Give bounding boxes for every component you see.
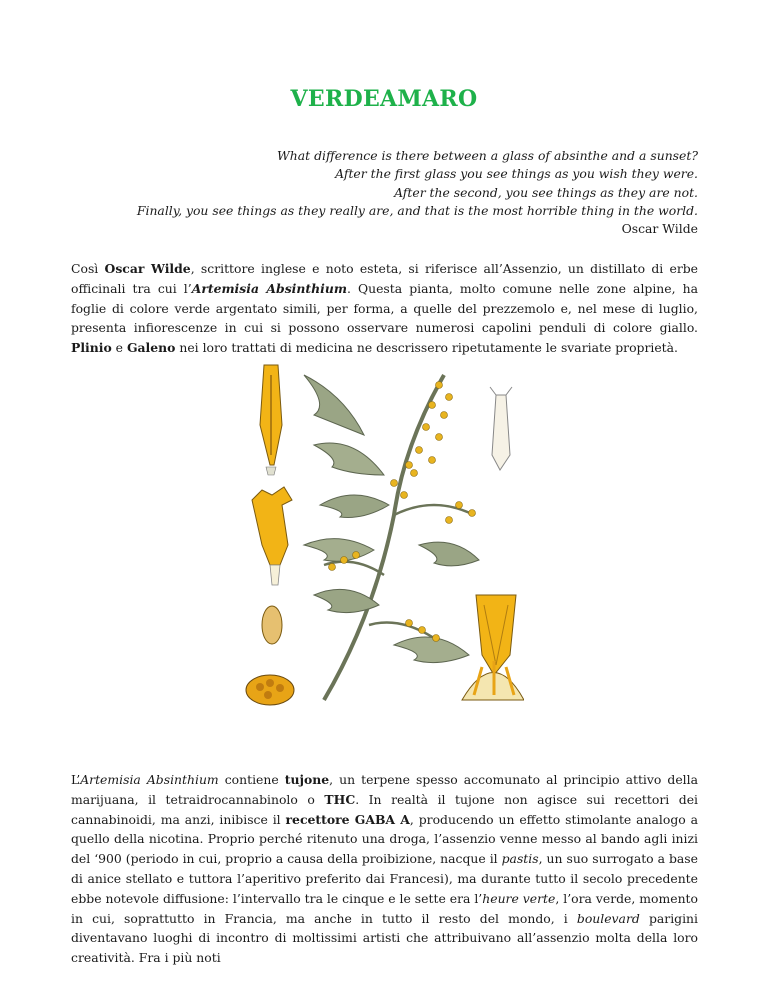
epigraph-line: What difference is there between a glass of absinthe and a sunset?: [277, 148, 698, 163]
plant-branch-drawing: [304, 375, 479, 700]
artemisia-illustration: [244, 355, 524, 710]
bold-thc: THC: [324, 791, 356, 807]
seed-drawing: [262, 606, 282, 644]
epigraph-author: Oscar Wilde: [621, 221, 698, 237]
page-title: VERDEAMARO: [290, 86, 478, 112]
text-run: nei loro trattati di medicina ne descrissero ripetutamente le svariate proprietà.: [175, 340, 678, 356]
text-run: , l’ora verde, momento in cui, soprattutto in Francia, ma anche in tutto il resto del mondo, i: [71, 890, 698, 926]
flower-head-drawing: [246, 675, 294, 705]
paragraph-tujone: [71, 770, 698, 968]
text-run: , producendo un effetto stimolante analogo a quello della nicotina. Proprio perché ritenuto una droga, l’assenzio venne messo al bando agli inizi del ‘900 (periodo in cui, proprio a causa della proibizione, nacque il: [71, 811, 698, 867]
epigraph-line: Finally, you see things as they really are, and that is the most horrible thing in the world.: [136, 202, 698, 218]
bold-italic-artemisia: Artemisia Absinthium: [191, 280, 347, 296]
epigraph-line: After the first glass you see things as you wish they were.: [335, 166, 698, 182]
bold-plinio: Plinio: [71, 340, 112, 356]
text-run: Così: [71, 261, 105, 276]
bold-tujone: tujone: [284, 772, 330, 787]
paragraph-intro: [71, 259, 698, 358]
epigraph-line: After the second, you see things as they are not.: [394, 184, 698, 200]
text-run: . In realtà il tujone non agisce sui recettori dei cannabinoidi, ma anzi, inibisce il: [71, 791, 698, 827]
text-run: , un suo surrogato a base di anice stellato e tuttora l’aperitivo preferito dai Francesi), ma durante tutto il secolo precedente ebbe notevole diffusione: l’intervallo tra le cinque e le sette era l’: [71, 851, 698, 906]
bold-oscar-wilde: Oscar Wilde: [104, 261, 191, 276]
text-run: , un terpene spesso accomunato al principio attivo della marijuana, il tetraidrocannabinolo o: [71, 772, 698, 807]
stamen-drawing: [260, 365, 282, 475]
italic-pastis: pastis: [501, 851, 539, 867]
bold-galeno: Galeno: [126, 340, 176, 356]
anther-drawing: [490, 387, 512, 470]
floret-drawing: [252, 487, 292, 585]
italic-artemisia: Artemisia Absinthium: [80, 772, 219, 787]
text-run: , scrittore inglese e noto esteta, si riferisce all’Assenzio, un distillato di erbe officinali tra cui l’: [71, 261, 699, 296]
italic-boulevard: boulevard: [576, 910, 640, 926]
text-run: parigini diventavano luoghi di incontro di moltissimi artisti che attribuivano all’assenzio molta della loro creatività. Fra i più noti: [71, 910, 698, 966]
italic-heure-verte: heure verte: [482, 890, 556, 906]
text-run: contiene: [218, 772, 285, 787]
text-run: e: [111, 340, 127, 356]
text-run: . Questa pianta, molto comune nelle zone alpine, ha foglie di colore verde argentato simili, per forma, a quelle del prezzemolo e, nel mese di luglio, presenta infiorescenze in cui si possono osservare numerosi capolini penduli di colore giallo.: [71, 280, 698, 336]
floret-cluster-drawing: [462, 595, 524, 700]
epigraph: [58, 147, 698, 238]
bold-gaba-receptor: recettore GABA A: [285, 811, 410, 827]
text-run: L’: [71, 772, 81, 787]
